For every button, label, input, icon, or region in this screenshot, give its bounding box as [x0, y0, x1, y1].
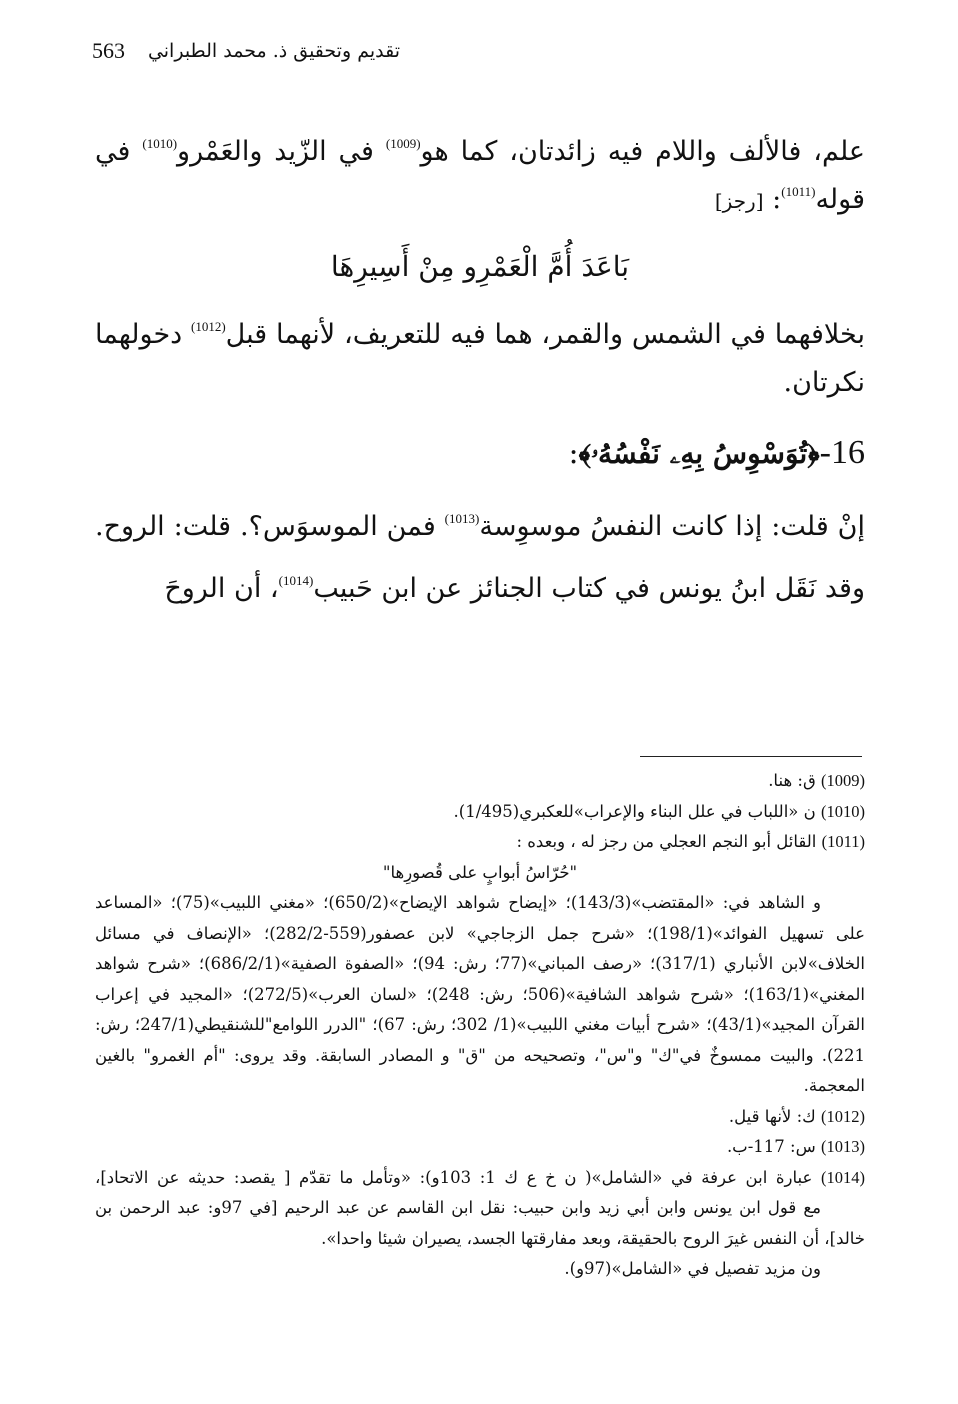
footnote-text: ق: هنا. — [768, 771, 821, 790]
footnote-1014 — [95, 1163, 865, 1285]
footnote-1009 — [95, 766, 865, 797]
quran-phrase: ﴿تُوَسْوِسُ بِهِۦ نَفْسُهُۥ﴾ — [578, 437, 820, 470]
footnote-number: (1014) — [821, 1167, 865, 1187]
footnote-ref[interactable]: (1013) — [444, 511, 480, 526]
page-number: 563 — [92, 38, 125, 63]
footnote-number: (1011) — [821, 832, 865, 851]
text-run: فمن الموسوَس؟. قلت: الروح. وقد نَقَل ابنُ يونس في كتاب الجنائز عن ابن حَبيب — [95, 511, 865, 604]
footnote-sources: و الشاهد في: «المقتضب»(143/3)؛ «إيضاح شواهد الإيضاح»(650/2)؛ «مغني اللبيب»(75)؛ «المساعد على تسهيل الفوائد»(198/1)؛ «شرح جمل الزجاجي» لابن عصفور(559-282/2)؛ «الإنصاف في مسائل الخلاف»لابن الأنباري (317/1)؛ «رصف المباني»(77؛ رش: 94)؛ «الصفوة الصفية»(686/2/1)؛ «شرح شواهد المغني»(163/1)؛ «شرح شواهد الشافية»(506؛ رش: 248)؛ «لسان العرب»(272/5)؛ «المجيد في إعراب القرآن المجيد»(43/1)؛ «شرح أبيات مغني اللبيب»(1/ 302؛ رش: 67)؛ "الدرر اللوامع"للشنقيطي(247/1؛ رش: 221). والبيت ممسوخٌ في"ك" و"س"، وتصحيحه من "ق" و المصادر السابقة. وقد يروى: "أم الغمرو" بالغين المعجمة. — [95, 893, 866, 1095]
text-run: إنْ قلت: إذا كانت النفسُ موسوِسة — [479, 511, 865, 542]
footnote-continuation: ون مزيد تفصيل في «الشامل»(97و). — [564, 1259, 821, 1278]
text-run: في قوله — [95, 136, 865, 215]
footnote-text: س: 117-ب. — [726, 1137, 821, 1156]
heading-colon: : — [568, 436, 579, 471]
paragraph-3 — [95, 496, 865, 620]
page-header — [92, 34, 400, 74]
footnote-ref[interactable]: (1011) — [781, 184, 816, 199]
main-text — [95, 128, 865, 620]
text-run: في الزّيد والعَمْرو — [177, 136, 386, 167]
footnote-number: (1009) — [821, 771, 865, 790]
meter-tag: [رجز] — [714, 189, 764, 213]
footnote-number: (1010) — [821, 801, 865, 821]
running-title: تقديم وتحقيق ذ. محمد الطبراني — [147, 40, 400, 62]
footnote-1011 — [95, 827, 865, 1102]
footnote-text: ن «اللباب في علل البناء والإعراب»للعكبري(1/495). — [453, 801, 821, 821]
text-run: علم، فالألف واللام فيه زائدتان، كما هو — [420, 136, 866, 167]
section-heading — [95, 429, 865, 478]
text-run: دخولهما نكرتان. — [95, 319, 865, 398]
paragraph-2 — [95, 311, 865, 407]
poetry-verse: بَاعَدَ أُمَّ الْعَمْرِو مِنْ أَسِيرِهَا — [330, 250, 630, 283]
footnote-ref[interactable]: (1010) — [142, 136, 178, 151]
footnote-1013 — [95, 1132, 865, 1163]
footnote-1012 — [95, 1102, 865, 1133]
footnote-number: (1013) — [821, 1137, 865, 1156]
footnote-text: عبارة ابن عرفة في «الشامل»( ن خ ع ك 1: 103و): «وتأمل ما تقدّم [ يقصد: حديثه عن الاتحاد]، — [95, 1167, 821, 1187]
footnote-ref[interactable]: (1014) — [278, 573, 314, 588]
text-run: ، أن الروحَ — [164, 573, 279, 604]
paragraph-1 — [95, 128, 865, 225]
section-number: 16- — [819, 434, 865, 471]
text-run: بخلافهما في الشمس والقمر، هما فيه للتعريف، لأنهما قبل — [225, 319, 865, 350]
footnote-text: ك: لأنها قيل. — [728, 1106, 821, 1126]
footnotes — [95, 766, 865, 1285]
footnote-ref[interactable]: (1012) — [190, 319, 226, 334]
footnote-divider — [640, 756, 862, 757]
footnote-continuation: مع قول ابن يونس وابن أبي زيد وابن حبيب: نقل ابن القاسم عن عبد الرحيم [في 97و: عبد الرحمن بن خالد]، أن النفس غيرَ الروح بالحقيقة، وبعد مفارقتها الجسد، يصيران شيئا واحدا». — [95, 1198, 865, 1248]
footnote-number: (1012) — [821, 1106, 865, 1126]
footnote-ref[interactable]: (1009) — [385, 136, 421, 151]
footnote-1010 — [95, 797, 865, 828]
footnote-verse: "حُرّاسُ أبوابٍ على قُصورِها" — [382, 862, 578, 882]
footnote-text: القائل أبو النجم العجلي من رجز له ، وبعده : — [516, 832, 822, 851]
text-run: : — [763, 184, 782, 215]
